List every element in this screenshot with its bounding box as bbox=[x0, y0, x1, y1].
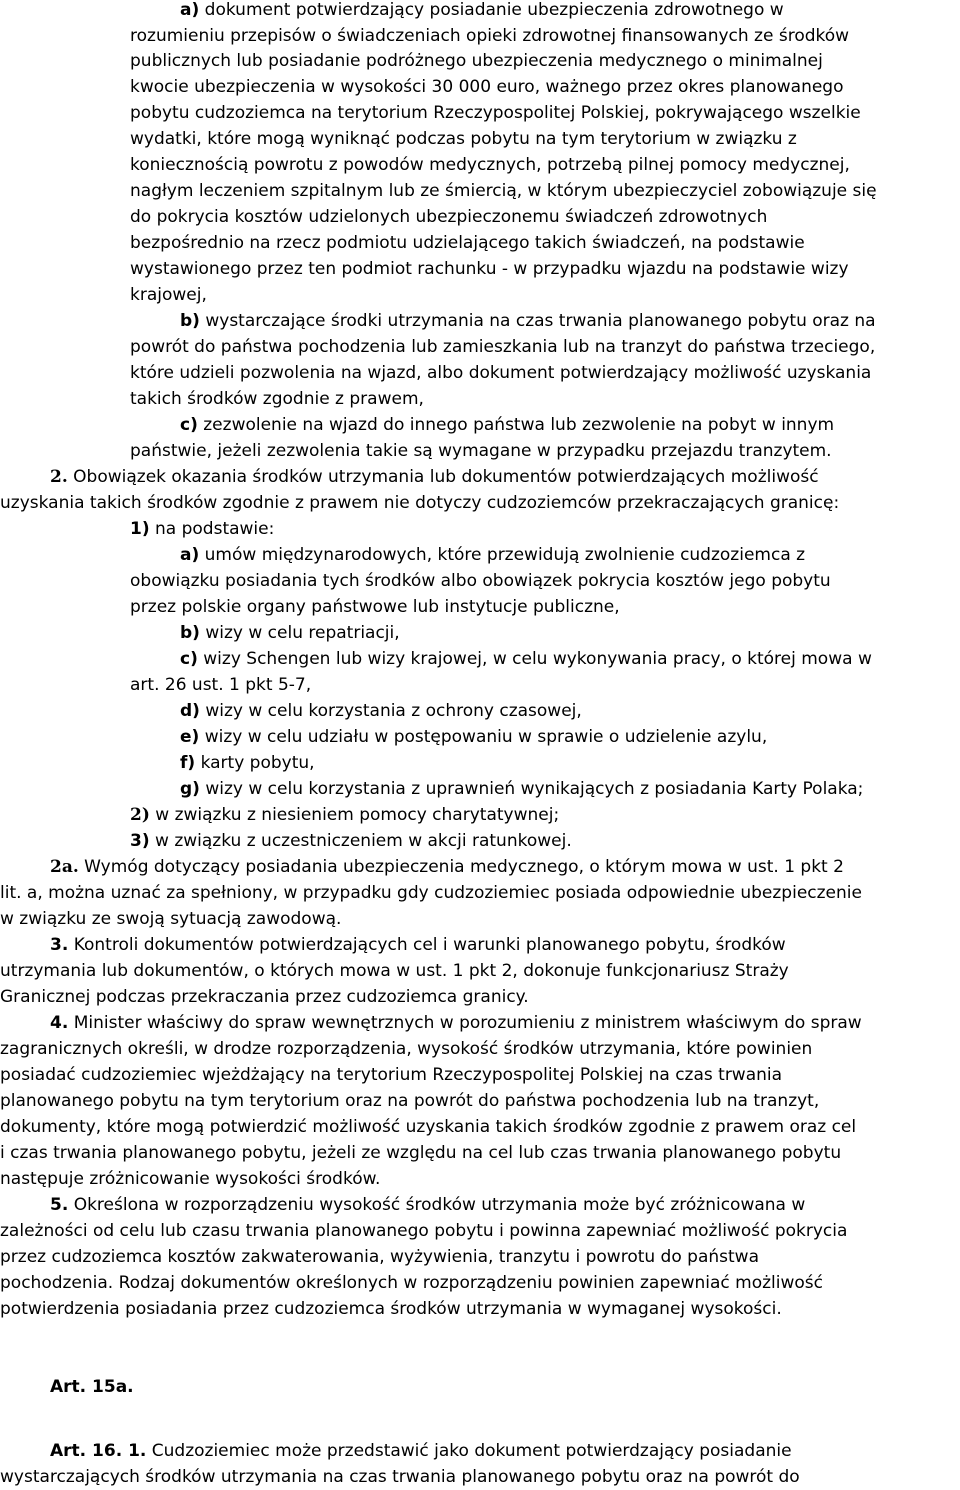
text-line: c) zezwolenie na wjazd do innego państwa lub zezwolenie na pobyt w innym bbox=[180, 415, 835, 435]
text-line: w związku ze swoją sytuacją zawodową. bbox=[0, 909, 342, 929]
text-line: rozumieniu przepisów o świadczeniach opieki zdrowotnej finansowanych ze środków bbox=[130, 26, 850, 46]
text-line: art. 26 ust. 1 pkt 5-7, bbox=[130, 675, 312, 695]
text-line: a) dokument potwierdzający posiadanie ubezpieczenia zdrowotnego w bbox=[180, 0, 784, 20]
text-line: a) umów międzynarodowych, które przewidują zwolnienie cudzoziemca z bbox=[180, 545, 806, 565]
text-line: powrót do państwa pochodzenia lub zamieszkania lub na tranzyt do państwa trzeciego, bbox=[130, 337, 876, 357]
text-line: Art. 16. 1. Cudzoziemiec może przedstawić jako dokument potwierdzający posiadanie bbox=[50, 1441, 792, 1461]
text-line: wystawionego przez ten podmiot rachunku - w przypadku wjazdu na podstawie wizy bbox=[130, 259, 849, 279]
text-line: pochodzenia. Rodzaj dokumentów określonych w rozporządzeniu powinien zapewniać możliwość bbox=[0, 1273, 824, 1293]
text-line: Granicznej podczas przekraczania przez cudzoziemca granicy. bbox=[0, 987, 529, 1007]
text-line: publicznych lub posiadanie podróżnego ubezpieczenia medycznego o minimalnej bbox=[130, 51, 823, 71]
text-line: 3. Kontroli dokumentów potwierdzających cel i warunki planowanego pobytu, środków bbox=[50, 935, 786, 955]
text-line: koniecznością powrotu z powodów medycznych, potrzebą pilnej pomocy medycznej, bbox=[130, 155, 850, 175]
text-line: obowiązku posiadania tych środków albo obowiązek pokrycia kosztów jego pobytu bbox=[130, 571, 831, 591]
text-line: zagranicznych określi, w drodze rozporządzenia, wysokość środków utrzymania, które powinien bbox=[0, 1039, 813, 1059]
text-line: d) wizy w celu korzystania z ochrony czasowej, bbox=[180, 701, 582, 721]
text-line: potwierdzenia posiadania przez cudzoziemca środków utrzymania w wymaganej wysokości. bbox=[0, 1299, 782, 1319]
text-line: b) wystarczające środki utrzymania na czas trwania planowanego pobytu oraz na bbox=[180, 311, 876, 331]
text-line: planowanego pobytu na tym terytorium oraz na powrót do państwa pochodzenia lub na tranzyt, bbox=[0, 1091, 820, 1111]
article-heading: Art. 15a. bbox=[50, 1377, 134, 1397]
text-line: takich środków zgodnie z prawem, bbox=[130, 389, 424, 409]
text-line: 4. Minister właściwy do spraw wewnętrznych w porozumieniu z ministrem właściwym do spraw bbox=[50, 1013, 862, 1033]
text-line: 1) na podstawie: bbox=[130, 519, 275, 539]
text-line: uzyskania takich środków zgodnie z prawem nie dotyczy cudzoziemców przekraczających granicę: bbox=[0, 493, 840, 513]
text-line: zależności od celu lub czasu trwania planowanego pobytu i powinna zapewniać możliwość pokrycia bbox=[0, 1221, 848, 1241]
text-line: do pokrycia kosztów udzielonych ubezpieczonemu świadczeń zdrowotnych bbox=[130, 207, 768, 227]
text-line: które udzieli pozwolenia na wjazd, albo dokument potwierdzający możliwość uzyskania bbox=[130, 363, 872, 383]
text-line: państwie, jeżeli zezwolenia takie są wymagane w przypadku przejazdu tranzytem. bbox=[130, 441, 832, 461]
text-line: b) wizy w celu repatriacji, bbox=[180, 623, 400, 643]
text-line: kwocie ubezpieczenia w wysokości 30 000 euro, ważnego przez okres planowanego bbox=[130, 77, 844, 97]
text-line: utrzymania lub dokumentów, o których mowa w ust. 1 pkt 2, dokonuje funkcjonariusz Straży bbox=[0, 961, 789, 981]
text-line: f) karty pobytu, bbox=[180, 753, 315, 773]
text-line: e) wizy w celu udziału w postępowaniu w sprawie o udzielenie azylu, bbox=[180, 727, 768, 747]
text-line: dokumenty, które mogą potwierdzić możliwość uzyskania takich środków zgodnie z prawem oraz cel bbox=[0, 1117, 857, 1137]
text-line: krajowej, bbox=[130, 285, 207, 305]
text-line: 3) w związku z uczestniczeniem w akcji ratunkowej. bbox=[130, 831, 572, 851]
text-line: 5. Określona w rozporządzeniu wysokość środków utrzymania może być zróżnicowana w bbox=[50, 1195, 806, 1215]
text-line: bezpośrednio na rzecz podmiotu udzielającego takich świadczeń, na podstawie bbox=[130, 233, 805, 253]
text-line: przez polskie organy państwowe lub instytucje publiczne, bbox=[130, 597, 620, 617]
text-line: lit. a, można uznać za spełniony, w przypadku gdy cudzoziemiec posiada odpowiednie ubezpieczenie bbox=[0, 883, 862, 903]
text-line: 2. Obowiązek okazania środków utrzymania lub dokumentów potwierdzających możliwość bbox=[50, 467, 819, 487]
text-line: wystarczających środków utrzymania na czas trwania planowanego pobytu oraz na powrót do bbox=[0, 1467, 800, 1487]
text-line: 2a. Wymóg dotyczący posiadania ubezpieczenia medycznego, o którym mowa w ust. 1 pkt 2 bbox=[50, 857, 844, 877]
text-line: i czas trwania planowanego pobytu, jeżeli ze względu na cel lub czas trwania planowanego pobytu bbox=[0, 1143, 842, 1163]
text-line: pobytu cudzoziemca na terytorium Rzeczypospolitej Polskiej, pokrywającego wszelkie bbox=[130, 103, 861, 123]
text-line: c) wizy Schengen lub wizy krajowej, w celu wykonywania pracy, o której mowa w bbox=[180, 649, 872, 669]
text-line: wydatki, które mogą wyniknąć podczas pobytu na tym terytorium w związku z bbox=[130, 129, 797, 149]
text-line: następuje zróżnicowanie wysokości środków. bbox=[0, 1169, 381, 1189]
text-line: g) wizy w celu korzystania z uprawnień wynikających z posiadania Karty Polaka; bbox=[180, 779, 864, 799]
text-line: nagłym leczeniem szpitalnym lub ze śmiercią, w którym ubezpieczyciel zobowiązuje się bbox=[130, 181, 877, 201]
text-line: 2) w związku z niesieniem pomocy charytatywnej; bbox=[130, 805, 560, 825]
text-line: przez cudzoziemca kosztów zakwaterowania, wyżywienia, tranzytu i powrotu do państwa bbox=[0, 1247, 759, 1267]
text-line: posiadać cudzoziemiec wjeżdżający na terytorium Rzeczypospolitej Polskiej na czas trwania bbox=[0, 1065, 783, 1085]
